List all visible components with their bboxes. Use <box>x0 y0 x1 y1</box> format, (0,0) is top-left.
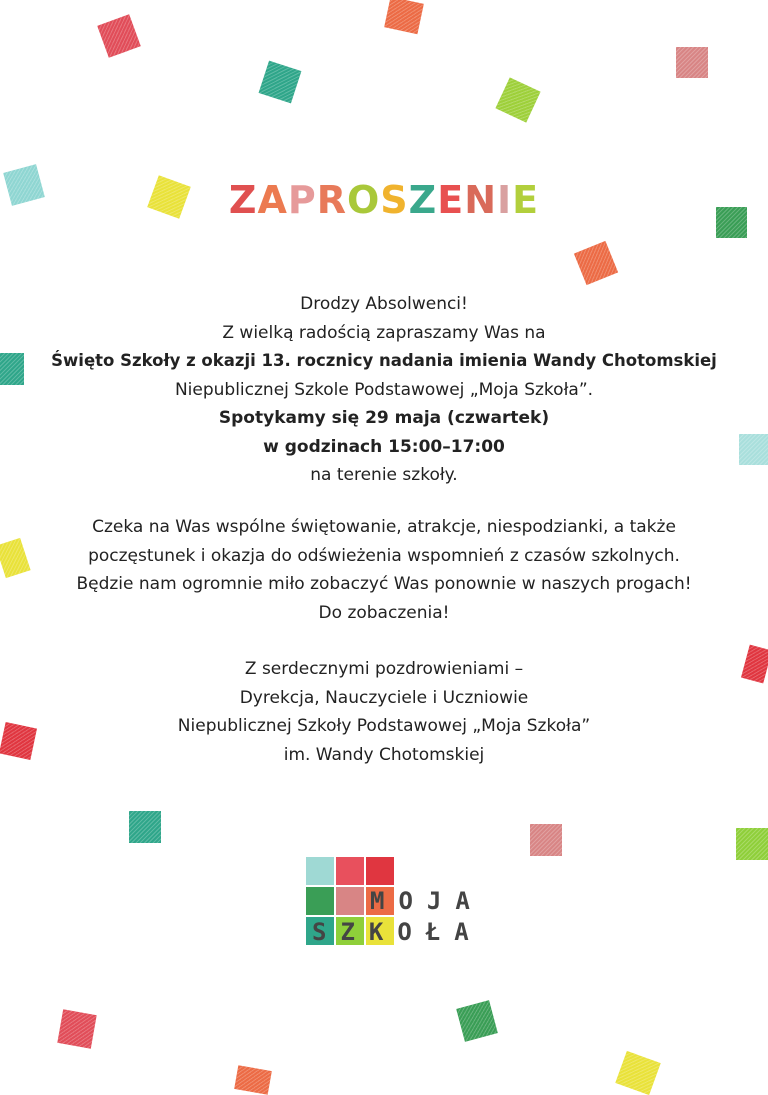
body-block <box>0 513 768 627</box>
signature-line: Z serdecznymi pozdrowieniami – <box>244 659 524 679</box>
title-letter: Z <box>408 178 438 222</box>
title-letter: S <box>380 178 409 222</box>
title-letter: N <box>464 178 498 222</box>
logo-square <box>336 887 364 915</box>
signature-block <box>0 655 768 769</box>
title-letter: R <box>316 178 347 222</box>
logo-square <box>306 887 334 915</box>
confetti-square <box>259 61 302 104</box>
farewell: Do zobaczenia! <box>318 602 450 623</box>
invitation-line: Z wielką radością zapraszamy Was na <box>222 322 546 343</box>
signature-line: Niepublicznej Szkoły Podstawowej „Moja Szkoła” <box>177 716 591 736</box>
invitation-block <box>0 290 768 490</box>
confetti-square <box>495 77 540 122</box>
confetti-square <box>384 0 424 34</box>
confetti-square <box>530 824 562 856</box>
logo-square <box>366 857 394 885</box>
event-name: Święto Szkoły z okazji 13. rocznicy nadania imienia Wandy Chotomskiej <box>51 351 717 370</box>
title-letter: P <box>287 178 317 222</box>
confetti-square <box>234 1065 272 1095</box>
signature-line: Dyrekcja, Nauczyciele i Uczniowie <box>239 687 529 708</box>
title-letter: Z <box>228 178 258 222</box>
title-letter: E <box>437 178 465 222</box>
confetti-square <box>97 14 141 58</box>
body-line: poczęstunek i okazja do odświeżenia wspomnień z czasów szkolnych. <box>88 545 680 566</box>
confetti-square <box>57 1009 96 1048</box>
confetti-square <box>456 1000 498 1042</box>
body-line: Będzie nam ogromnie miło zobaczyć Was ponownie w naszych progach! <box>76 574 692 594</box>
logo-text-moja: MOJA <box>370 887 484 915</box>
event-date: Spotykamy się 29 maja (czwartek) <box>218 408 550 428</box>
school-name: Niepublicznej Szkole Podstawowej „Moja Szkoła”. <box>174 379 594 400</box>
title-letter: A <box>257 178 288 222</box>
title-letter: E <box>512 178 540 222</box>
title-letter: O <box>346 178 381 222</box>
confetti-square <box>574 241 618 285</box>
invitation-title <box>0 178 768 222</box>
confetti-square <box>736 828 768 860</box>
confetti-square <box>676 47 708 78</box>
title-letter: I <box>497 178 513 222</box>
signature-line: im. Wandy Chotomskiej <box>283 744 485 765</box>
greeting: Drodzy Absolwenci! <box>300 294 468 314</box>
event-hours: w godzinach 15:00–17:00 <box>263 436 505 457</box>
event-location: na terenie szkoły. <box>310 465 458 485</box>
logo-square <box>336 857 364 885</box>
logo-text-szkola: SZKOŁA <box>312 918 483 946</box>
confetti-square <box>129 811 161 843</box>
confetti-square <box>615 1051 660 1095</box>
logo-square <box>306 857 334 885</box>
school-logo <box>306 857 484 947</box>
body-line: Czeka na Was wspólne świętowanie, atrakcje, niespodzianki, a także <box>92 517 676 537</box>
